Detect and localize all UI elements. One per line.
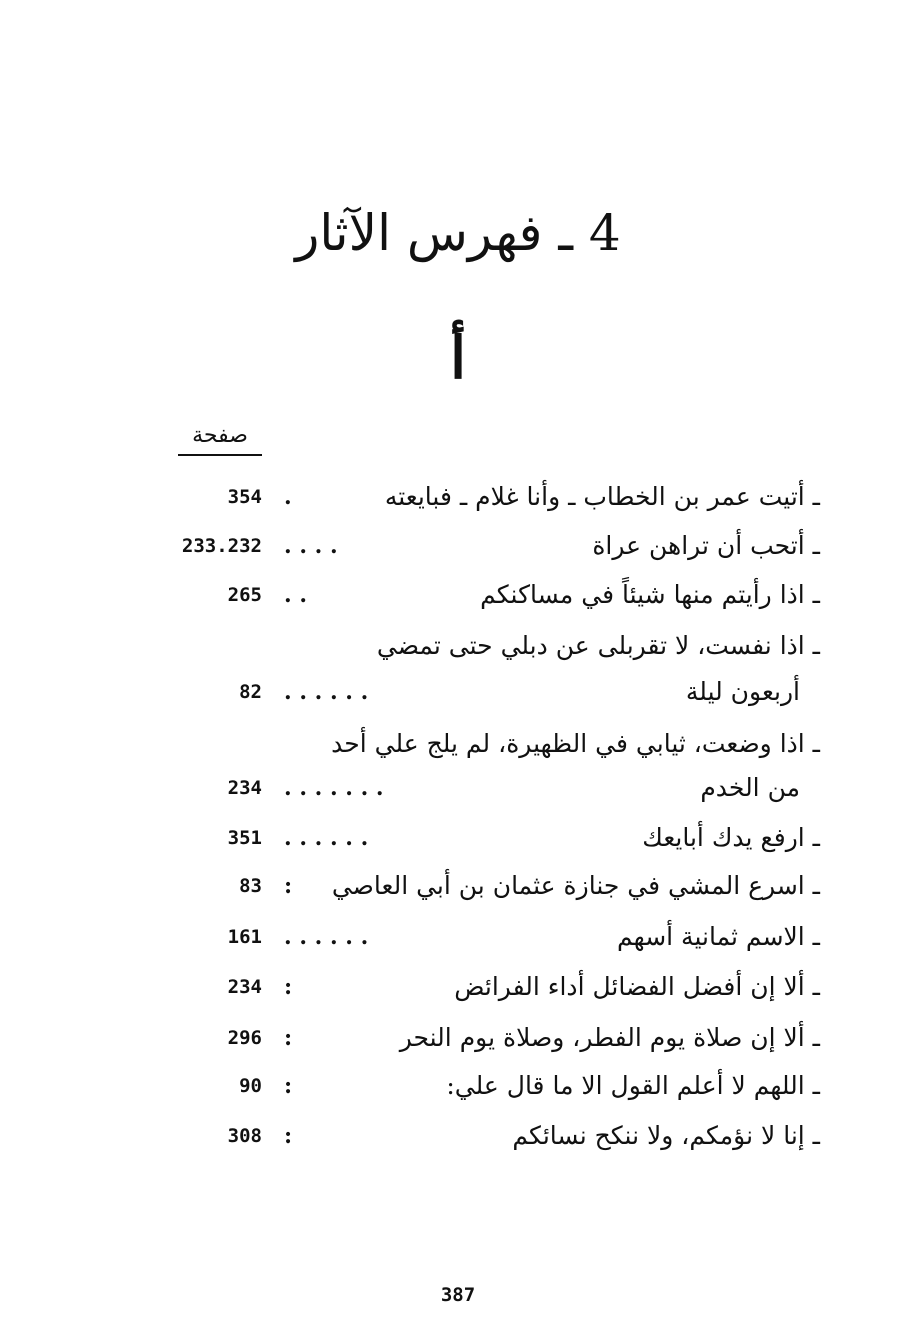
entry-text: ـ إنا لا نؤمكم، ولا ننكح نسائكم: [512, 1121, 820, 1150]
leader-dots: :: [284, 974, 293, 1000]
entry-page: 354: [227, 486, 262, 508]
leader-dots: . . . . . .: [284, 679, 369, 705]
entry-page: 234: [227, 777, 262, 799]
entry-text: ـ ألا إن أفضل الفضائل أداء الفرائض: [454, 972, 820, 1001]
entry-page: 308: [227, 1125, 262, 1147]
index-entry: [0, 571, 916, 619]
entry-page: 233.232: [181, 535, 262, 557]
leader-dots: . . . . . .: [284, 924, 369, 950]
index-entry: [0, 764, 916, 812]
entry-text: ـ أتحب أن تراهن عراة: [592, 531, 820, 560]
page-title: 4 ـ فهرس الآثار: [295, 204, 621, 262]
leader-dots: :: [284, 1073, 293, 1099]
entry-page: 82: [239, 681, 262, 703]
index-entry: [0, 1014, 916, 1062]
entry-page: 234: [227, 976, 262, 998]
section-letter: أ: [449, 324, 467, 392]
index-entry: [0, 862, 916, 910]
index-entry: [0, 913, 916, 961]
leader-dots: :: [284, 1025, 293, 1051]
entry-page: 351: [227, 827, 262, 849]
entry-text: ـ اسرع المشي في جنازة عثمان بن أبي العاصي: [331, 871, 820, 900]
entry-text: ـ اذا رأيتم منها شيئاً في مساكنكم: [480, 580, 820, 609]
leader-dots: .: [284, 484, 292, 510]
entry-text: ـ اللهم لا أعلم القول الا ما قال علي:: [446, 1071, 820, 1100]
entry-page: 161: [227, 926, 262, 948]
entry-text: ـ الاسم ثمانية أسهم: [617, 922, 820, 951]
index-entry: [0, 522, 916, 570]
index-entry: [0, 622, 916, 670]
entry-page: 296: [227, 1027, 262, 1049]
leader-dots: . .: [284, 582, 307, 608]
entry-text: من الخدم: [700, 773, 800, 802]
index-entry: [0, 473, 916, 521]
entry-text: أربعون ليلة: [685, 677, 800, 706]
entry-text: ـ ارفع يدك أبايعك: [642, 823, 820, 852]
leader-dots: :: [284, 873, 293, 899]
index-entry: [0, 1112, 916, 1160]
index-entry: [0, 814, 916, 862]
entry-page: 265: [227, 584, 262, 606]
entry-page: 90: [239, 1075, 262, 1097]
entry-page: 83: [239, 875, 262, 897]
entry-text: ـ اذا نفست، لا تقربلى عن دبلي حتى تمضي: [376, 631, 820, 660]
entry-text: ـ ألا إن صلاة يوم الفطر، وصلاة يوم النحر: [399, 1023, 820, 1052]
page-column-header: صفحة: [178, 418, 262, 456]
index-entry: [0, 720, 916, 768]
leader-dots: . . . . . . .: [284, 775, 384, 801]
entry-text: ـ اذا وضعت، ثيابي في الظهيرة، لم يلج علي أحد: [331, 729, 820, 758]
entry-text: ـ أتيت عمر بن الخطاب ـ وأنا غلام ـ فبايعته: [384, 482, 820, 511]
leader-dots: . . . . . .: [284, 825, 369, 851]
index-entry: [0, 963, 916, 1011]
index-entry: [0, 668, 916, 716]
page-number: 387: [440, 1284, 476, 1306]
index-entry: [0, 1062, 916, 1110]
leader-dots: :: [284, 1123, 293, 1149]
leader-dots: . . . .: [284, 533, 338, 559]
